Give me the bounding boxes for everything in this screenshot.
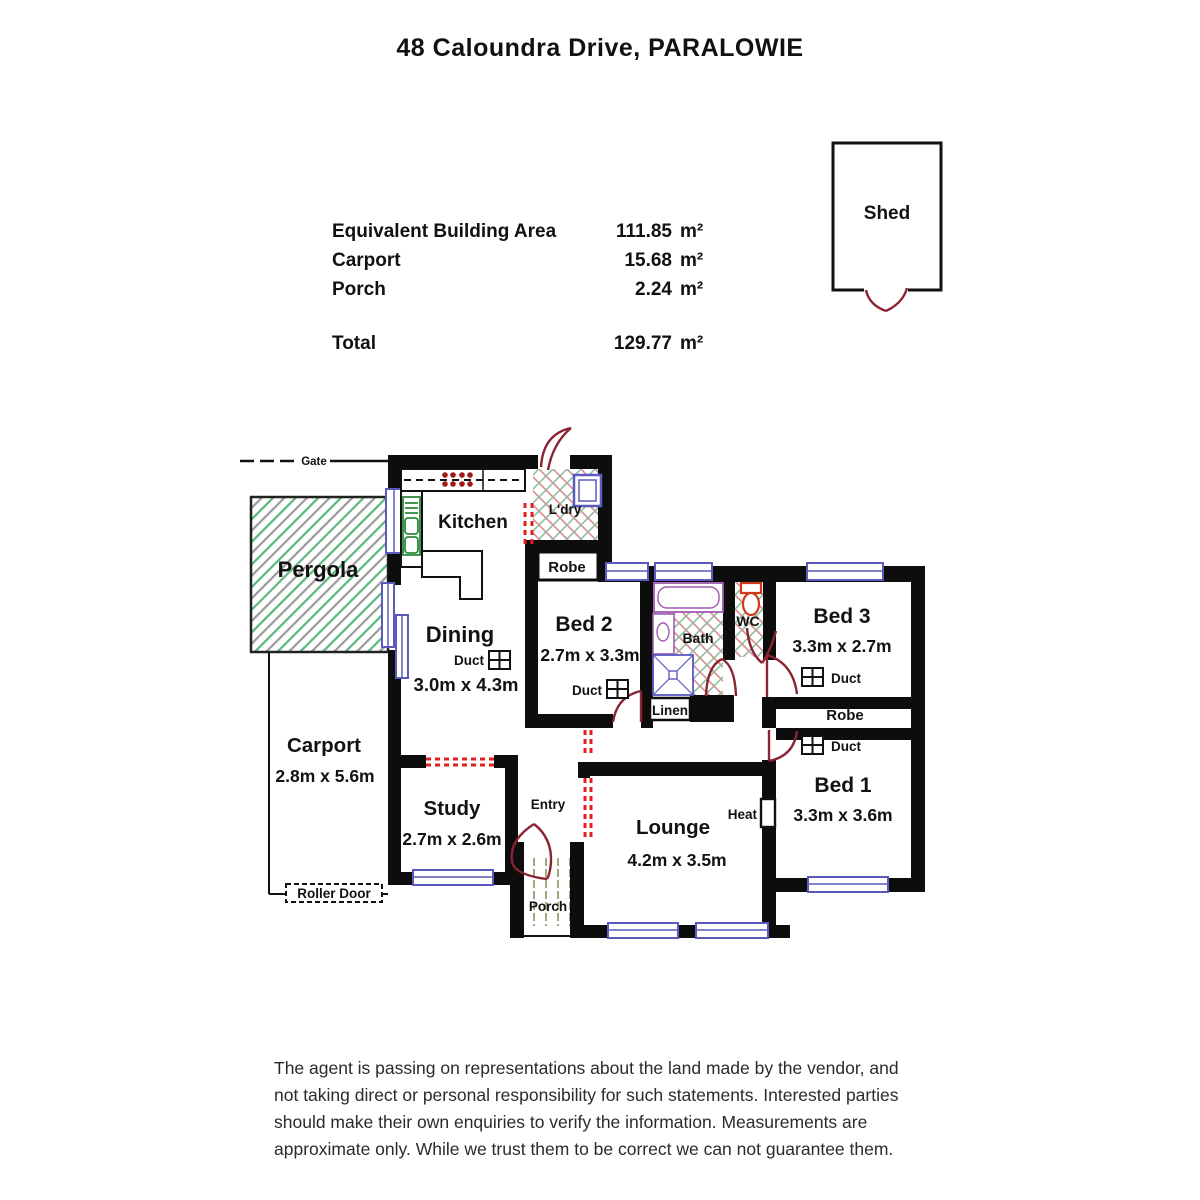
roller-door-label: Roller Door — [297, 886, 371, 901]
disclaimer-line: should make their own enquiries to verify the information. Measurements are — [274, 1112, 868, 1132]
area-row-label: Equivalent Building Area — [332, 221, 557, 242]
robe-bed1-label: Robe — [826, 707, 864, 724]
dining-label: Dining — [425, 622, 495, 647]
area-row-value: 15.68 — [624, 250, 672, 271]
window — [413, 870, 493, 885]
bed3-duct-label: Duct — [831, 671, 861, 686]
bed2-label: Bed 2 — [555, 613, 613, 636]
entry-label: Entry — [530, 797, 566, 812]
lounge-dims: 4.2m x 3.5m — [627, 850, 727, 870]
disclaimer-line: not taking direct or personal responsibility for such statements. Interested parties — [274, 1085, 899, 1105]
shed-label: Shed — [863, 203, 911, 224]
carport — [269, 652, 388, 902]
gate-label: Gate — [301, 456, 327, 468]
window — [606, 563, 648, 580]
door-arc-icon — [541, 428, 571, 470]
window — [807, 563, 883, 580]
window — [655, 563, 712, 580]
pergola-label: Pergola — [277, 557, 359, 582]
bathtub-icon — [654, 583, 723, 612]
porch-floor — [524, 856, 570, 926]
area-total-value: 129.77 — [613, 333, 672, 354]
bed3-dims: 3.3m x 2.7m — [792, 636, 892, 656]
gate — [240, 456, 388, 468]
window — [696, 923, 768, 938]
vanity-icon — [653, 614, 674, 654]
duct-icon — [802, 736, 823, 754]
kitchen-fixtures — [401, 469, 525, 599]
bed1-duct-label: Duct — [831, 739, 861, 754]
study-label: Study — [423, 797, 481, 820]
lounge-label: Lounge — [635, 816, 711, 839]
bath-label: Bath — [682, 630, 714, 646]
bed1-label: Bed 1 — [814, 774, 872, 797]
bed1-dims: 3.3m x 3.6m — [793, 805, 893, 825]
area-row-label: Carport — [332, 250, 401, 271]
door-arc-icon — [767, 655, 797, 697]
carport-label: Carport — [286, 734, 362, 757]
area-row-label: Porch — [332, 279, 386, 300]
area-row-value: 2.24 — [635, 279, 672, 300]
disclaimer-line: The agent is passing on representations about the land made by the vendor, and — [274, 1058, 899, 1078]
kitchen-l-bench — [422, 551, 482, 599]
disclaimer-line: approximate only. While we trust them to be correct we can not guarantee them. — [274, 1139, 894, 1159]
wc-label: WC — [736, 613, 760, 629]
sliding-door — [382, 583, 408, 678]
area-row-value: 111.85 — [615, 221, 672, 242]
robe-laundry-label: Robe — [548, 559, 586, 576]
window — [808, 877, 888, 892]
porch-label: Porch — [528, 899, 568, 914]
shed — [833, 143, 941, 311]
study-dims: 2.7m x 2.6m — [402, 829, 502, 849]
dining-dims: 3.0m x 4.3m — [413, 674, 519, 695]
heat-label: Heat — [727, 807, 757, 822]
duct-icon — [489, 651, 510, 669]
area-row-unit: m² — [680, 279, 704, 300]
page-title: 48 Caloundra Drive, PARALOWIE — [396, 34, 804, 62]
laundry-label: L'dry — [548, 502, 582, 517]
area-row-unit: m² — [680, 221, 704, 242]
dining-duct-label: Duct — [454, 653, 484, 668]
linen-label: Linen — [652, 703, 688, 718]
bed2-dims: 2.7m x 3.3m — [540, 645, 640, 665]
pergola — [251, 497, 388, 652]
area-total-unit: m² — [680, 333, 704, 354]
shed-door-gap — [864, 286, 908, 294]
area-row-unit: m² — [680, 250, 704, 271]
shower-icon — [653, 655, 693, 695]
toilet-icon — [741, 583, 761, 615]
kitchen-label: Kitchen — [438, 512, 508, 533]
duct-icon — [802, 668, 823, 686]
window — [608, 923, 678, 938]
area-total-label: Total — [332, 333, 376, 354]
window — [386, 489, 402, 553]
carport-dims: 2.8m x 5.6m — [275, 766, 375, 786]
duct-icon — [607, 680, 628, 698]
heater — [761, 799, 775, 827]
bed3-label: Bed 3 — [813, 605, 871, 628]
bed2-duct-label: Duct — [572, 683, 602, 698]
